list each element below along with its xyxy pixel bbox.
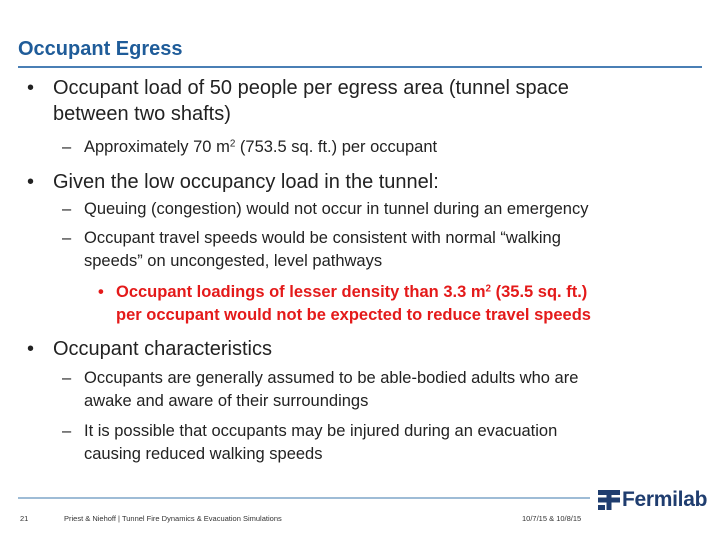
bullet-text-line: Occupant characteristics xyxy=(53,338,272,360)
bullet-text-line: Given the low occupancy load in the tunnel: xyxy=(53,171,439,193)
sub-sub-bullet-density xyxy=(98,281,591,327)
sub-bullet-text-line: causing reduced walking speeds xyxy=(84,445,323,463)
sub-bullet-text-line: awake and aware of their surroundings xyxy=(84,392,369,410)
dash-marker: – xyxy=(62,229,72,247)
sub-bullet-text-line: Occupant travel speeds would be consistent with normal “walking xyxy=(84,229,561,247)
fermilab-logo xyxy=(598,488,708,512)
sub-bullet-queuing xyxy=(62,198,589,221)
sub-bullet-able-bodied xyxy=(62,367,579,413)
emphasis-text: (35.5 sq. ft.) xyxy=(491,283,588,301)
bullet-marker: • xyxy=(27,338,35,360)
sub-bullet-text: (753.5 sq. ft.) per occupant xyxy=(235,138,438,156)
bullet-occupant-characteristics xyxy=(27,336,272,362)
page-number: 21 xyxy=(20,514,29,523)
sub-bullet-text: Approximately 70 m xyxy=(84,138,230,156)
sub-bullet-area-per-occupant xyxy=(62,136,438,159)
superscript: 2 xyxy=(229,138,236,150)
bullet-marker: • xyxy=(27,77,35,99)
sub-bullet-text-line: Occupants are generally assumed to be able-bodied adults who are xyxy=(84,369,579,387)
footer-dates: 10/7/15 & 10/8/15 xyxy=(522,514,582,523)
bullet-low-occupancy xyxy=(27,169,439,195)
sub-bullet-text-line: It is possible that occupants may be injured during an evacuation xyxy=(84,422,558,440)
sub-bullet-injured xyxy=(62,420,558,466)
footer-presenter: Priest & Niehoff | Tunnel Fire Dynamics & Evacuation Simulations xyxy=(64,514,282,523)
dash-marker: – xyxy=(62,138,72,156)
bullet-text-line: Occupant load of 50 people per egress area (tunnel space xyxy=(53,77,569,99)
logo-wordmark: Fermilab xyxy=(622,488,708,511)
dash-marker: – xyxy=(62,422,72,440)
bullet-marker: • xyxy=(27,171,35,193)
emphasis-text: Occupant loadings of lesser density than 3.3 m xyxy=(116,283,486,301)
bullet-occupant-load xyxy=(27,75,569,127)
dash-marker: – xyxy=(62,369,72,387)
title-underline xyxy=(18,66,702,68)
sub-bullet-travel-speeds xyxy=(62,227,561,273)
sub-bullet-text: Queuing (congestion) would not occur in tunnel during an emergency xyxy=(84,200,589,218)
bullet-text-line: between two shafts) xyxy=(53,103,231,125)
dash-marker: – xyxy=(62,200,72,218)
footer-divider xyxy=(18,497,590,499)
superscript: 2 xyxy=(485,283,492,295)
emphasis-text-line: per occupant would not be expected to reduce travel speeds xyxy=(116,306,591,324)
bullet-marker: • xyxy=(98,283,104,301)
sub-bullet-text-line: speeds” on uncongested, level pathways xyxy=(84,252,383,270)
fermilab-logo-icon xyxy=(598,490,620,510)
slide-title: Occupant Egress xyxy=(18,38,183,60)
